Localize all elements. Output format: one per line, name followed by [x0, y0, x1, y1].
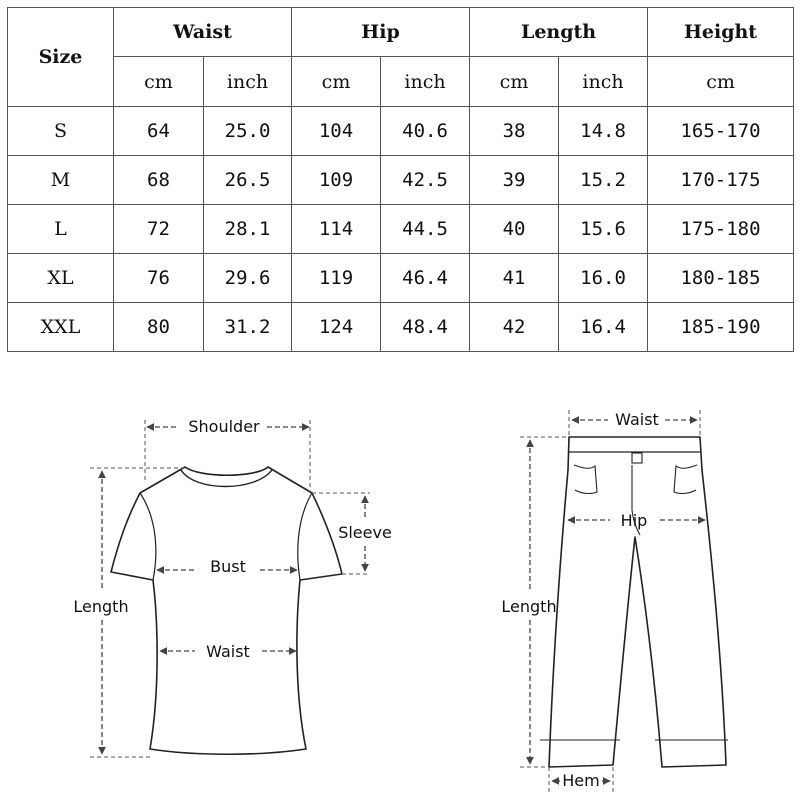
table-cell: 72 — [114, 205, 204, 254]
table-cell: 26.5 — [204, 156, 292, 205]
shirt-length-label: Length — [73, 597, 129, 616]
hip-header: Hip — [292, 8, 470, 57]
sleeve-label: Sleeve — [338, 523, 392, 542]
table-cell: 42.5 — [381, 156, 470, 205]
unit-cell: cm — [292, 57, 381, 107]
table-cell: 64 — [114, 107, 204, 156]
table-cell: 38 — [470, 107, 559, 156]
tshirt-right-sleeve-seam — [298, 493, 312, 580]
table-cell: 44.5 — [381, 205, 470, 254]
table-cell: 15.6 — [559, 205, 648, 254]
table-cell: 46.4 — [381, 254, 470, 303]
length-header: Length — [470, 8, 648, 57]
table-cell: 41 — [470, 254, 559, 303]
size-cell: XXL — [8, 303, 114, 352]
table-cell: 104 — [292, 107, 381, 156]
table-cell: 124 — [292, 303, 381, 352]
tshirt-left-sleeve-seam — [140, 493, 156, 580]
table-cell: 76 — [114, 254, 204, 303]
shirt-waist-label: Waist — [206, 642, 250, 661]
table-cell: 170-175 — [648, 156, 794, 205]
size-header: Size — [8, 8, 114, 107]
table-cell: 114 — [292, 205, 381, 254]
pants-button — [632, 453, 642, 463]
table-row — [8, 156, 794, 205]
table-cell: 68 — [114, 156, 204, 205]
table-cell: 80 — [114, 303, 204, 352]
table-cell: 31.2 — [204, 303, 292, 352]
pants-right-pocket — [674, 465, 697, 493]
table-cell: 39 — [470, 156, 559, 205]
unit-cell: cm — [470, 57, 559, 107]
table-row — [8, 205, 794, 254]
pants-waist-label: Waist — [615, 410, 659, 429]
table-cell: 28.1 — [204, 205, 292, 254]
table-cell: 165-170 — [648, 107, 794, 156]
table-cell: 175-180 — [648, 205, 794, 254]
table-row — [8, 254, 794, 303]
bust-label: Bust — [210, 557, 246, 576]
shoulder-label: Shoulder — [188, 417, 260, 436]
table-cell: 14.8 — [559, 107, 648, 156]
table-cell: 25.0 — [204, 107, 292, 156]
measurement-diagrams — [0, 380, 800, 800]
table-cell: 29.6 — [204, 254, 292, 303]
table-cell: 16.0 — [559, 254, 648, 303]
table-cell: 119 — [292, 254, 381, 303]
table-row — [8, 303, 794, 352]
table-cell: 42 — [470, 303, 559, 352]
pants-length-label: Length — [501, 597, 557, 616]
size-cell: M — [8, 156, 114, 205]
table-row — [8, 107, 794, 156]
unit-cell: cm — [114, 57, 204, 107]
unit-cell: inch — [559, 57, 648, 107]
height-header: Height — [648, 8, 794, 57]
pants-outline — [549, 437, 726, 767]
table-cell: 180-185 — [648, 254, 794, 303]
waist-header: Waist — [114, 8, 292, 57]
hip-label: Hip — [620, 511, 648, 530]
table-cell: 15.2 — [559, 156, 648, 205]
tshirt-outline — [111, 467, 342, 754]
table-cell: 16.4 — [559, 303, 648, 352]
unit-cell: inch — [204, 57, 292, 107]
table-cell: 109 — [292, 156, 381, 205]
size-cell: S — [8, 107, 114, 156]
unit-cell: cm — [648, 57, 794, 107]
hem-label: Hem — [562, 771, 600, 790]
table-cell: 48.4 — [381, 303, 470, 352]
table-cell: 40.6 — [381, 107, 470, 156]
unit-cell: inch — [381, 57, 470, 107]
tshirt-collar — [181, 470, 272, 487]
tshirt-diagram — [73, 417, 391, 757]
size-chart-table — [7, 7, 794, 352]
pants-left-pocket — [574, 465, 597, 493]
pants-diagram — [501, 410, 728, 795]
size-cell: XL — [8, 254, 114, 303]
table-cell: 40 — [470, 205, 559, 254]
size-cell: L — [8, 205, 114, 254]
table-cell: 185-190 — [648, 303, 794, 352]
